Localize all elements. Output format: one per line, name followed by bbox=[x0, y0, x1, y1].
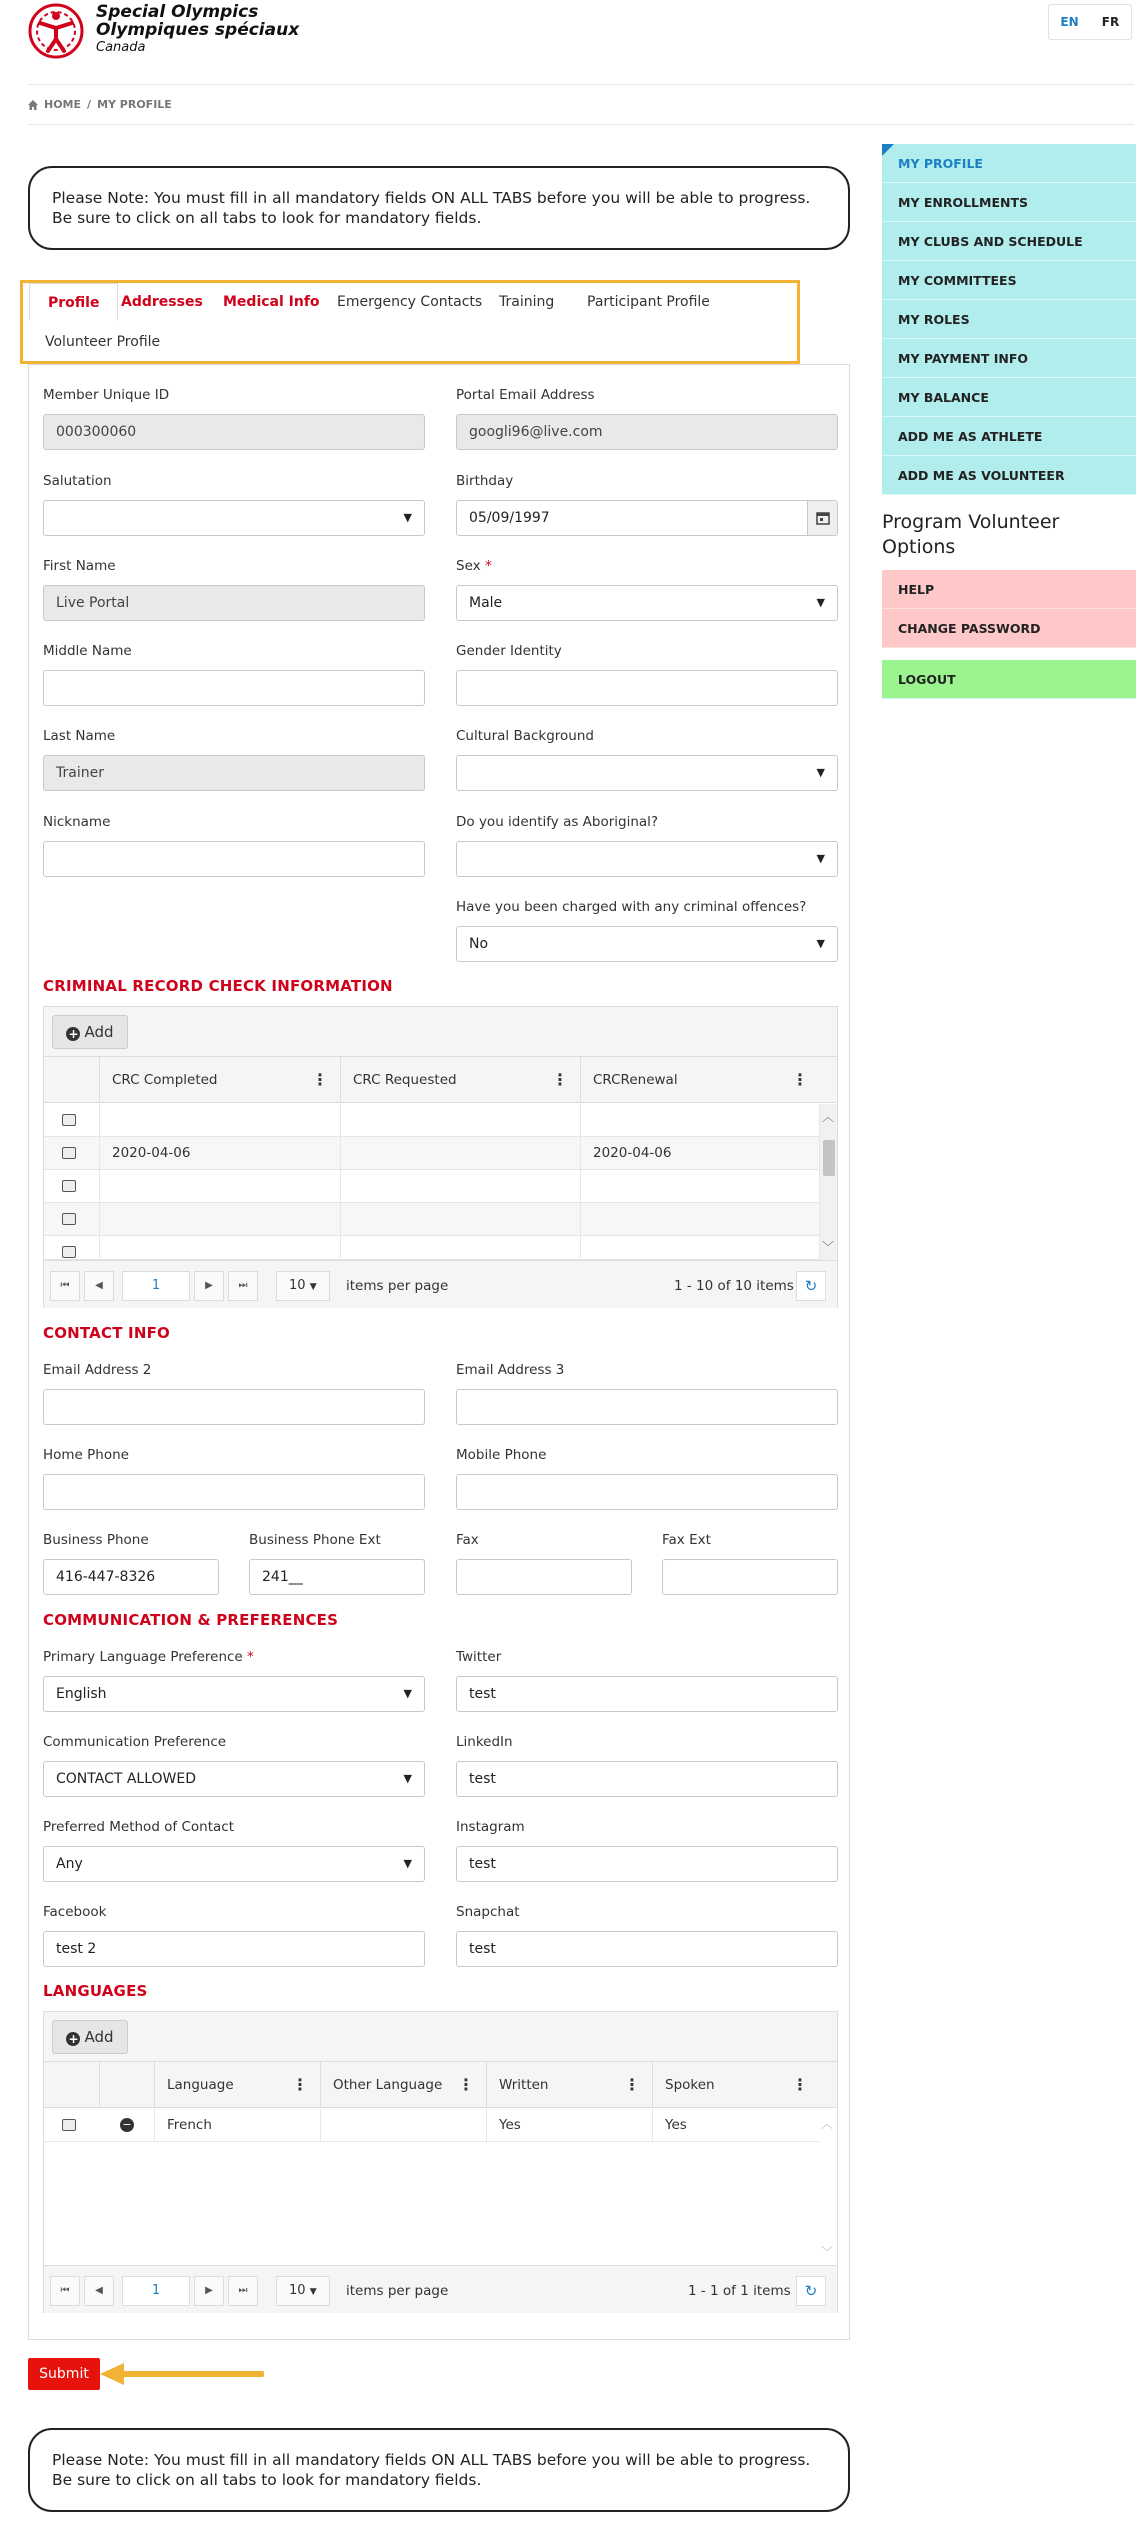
crc-grid bbox=[43, 1006, 838, 1308]
first-page-button[interactable]: ⏮ bbox=[50, 2276, 80, 2306]
header-divider bbox=[28, 84, 1134, 85]
languages-section-title: LANGUAGES bbox=[43, 1982, 148, 2000]
first-page-button[interactable]: ⏮ bbox=[50, 1271, 80, 1301]
home-icon bbox=[28, 100, 38, 110]
tab-participant-profile[interactable]: Participant Profile bbox=[587, 294, 710, 310]
tab-training[interactable]: Training bbox=[499, 294, 555, 310]
column-menu-icon: ⋮ bbox=[458, 2075, 474, 2094]
items-per-page-label: items per page bbox=[346, 1278, 449, 1294]
table-row bbox=[44, 1236, 819, 1260]
table-cell: French bbox=[154, 2109, 320, 2142]
tab-addresses[interactable]: Addresses bbox=[121, 294, 203, 310]
edit-icon[interactable] bbox=[62, 1246, 76, 1258]
email3-field[interactable] bbox=[456, 1389, 838, 1425]
salutation-select[interactable] bbox=[43, 500, 425, 536]
crc-section-title: CRIMINAL RECORD CHECK INFORMATION bbox=[43, 977, 393, 995]
active-marker bbox=[882, 144, 894, 156]
last-page-button[interactable]: ⏭ bbox=[228, 2276, 258, 2306]
brand-line-1: Special Olympics bbox=[96, 2, 259, 22]
portal-email-field: googli96@live.com bbox=[456, 414, 838, 450]
plus-icon: + bbox=[68, 2032, 79, 2046]
items-per-page-label: items per page bbox=[346, 2283, 449, 2299]
next-page-button[interactable]: ▶ bbox=[194, 1271, 224, 1301]
first-name-field: Live Portal bbox=[43, 585, 425, 621]
crc-add-button[interactable]: + Add bbox=[52, 1015, 128, 1049]
column-menu-icon: ⋮ bbox=[292, 2075, 308, 2094]
email2-field[interactable] bbox=[43, 1389, 425, 1425]
cultural-background-label: Cultural Background bbox=[456, 728, 594, 744]
sidebar-item-my-profile[interactable]: MY PROFILE bbox=[882, 144, 1136, 183]
table-cell bbox=[99, 1236, 340, 1260]
breadcrumb-separator: / bbox=[87, 98, 92, 111]
chevron-down-icon: ﹀ bbox=[822, 1240, 835, 1254]
crc-grid-scrollbar[interactable] bbox=[819, 1104, 837, 1260]
sidebar-item-my-clubs[interactable]: MY CLUBS AND SCHEDULE bbox=[882, 222, 1136, 261]
logout-button[interactable]: LOGOUT bbox=[882, 660, 1136, 699]
comm-pref-label: Communication Preference bbox=[43, 1734, 227, 1750]
table-row bbox=[44, 1170, 819, 1203]
column-menu-icon: ⋮ bbox=[792, 1070, 808, 1089]
first-name-label: First Name bbox=[43, 558, 116, 574]
linkedin-label: LinkedIn bbox=[456, 1734, 513, 1750]
crc-col-requested[interactable]: CRC Requested ⋮ bbox=[340, 1057, 580, 1103]
mobile-phone-label: Mobile Phone bbox=[456, 1447, 547, 1463]
sidebar-item-my-committees[interactable]: MY COMMITTEES bbox=[882, 261, 1136, 300]
languages-col-language[interactable]: Language ⋮ bbox=[154, 2062, 320, 2108]
breadcrumb-divider bbox=[28, 124, 1134, 125]
required-mark: * bbox=[247, 1649, 254, 1665]
language-switch bbox=[1048, 4, 1132, 40]
fax-ext-field[interactable] bbox=[662, 1559, 838, 1595]
sidebar-item-help[interactable]: HELP bbox=[882, 570, 1136, 609]
calendar-icon[interactable] bbox=[807, 501, 837, 535]
breadcrumb-current: MY PROFILE bbox=[97, 98, 172, 111]
business-phone-field[interactable]: 416-447-8326 bbox=[43, 1559, 219, 1595]
edit-icon[interactable] bbox=[62, 1147, 76, 1159]
column-menu-icon: ⋮ bbox=[552, 1070, 568, 1089]
column-menu-icon: ⋮ bbox=[792, 2075, 808, 2094]
nickname-label: Nickname bbox=[43, 814, 111, 830]
brand-line-3: Canada bbox=[96, 40, 146, 55]
column-menu-icon: ⋮ bbox=[312, 1070, 328, 1089]
refresh-icon[interactable]: ↻ bbox=[796, 1271, 826, 1301]
table-cell bbox=[99, 1203, 340, 1236]
crc-col-completed[interactable]: CRC Completed ⋮ bbox=[99, 1057, 340, 1103]
table-cell bbox=[340, 1203, 580, 1236]
table-cell: Yes bbox=[486, 2109, 652, 2142]
table-cell bbox=[340, 1137, 580, 1170]
email2-label: Email Address 2 bbox=[43, 1362, 152, 1378]
mobile-phone-field[interactable] bbox=[456, 1474, 838, 1510]
table-cell bbox=[320, 2109, 486, 2142]
cultural-background-select[interactable] bbox=[456, 755, 838, 791]
table-row bbox=[44, 1137, 819, 1170]
fax-ext-label: Fax Ext bbox=[662, 1532, 711, 1548]
table-cell bbox=[340, 1170, 580, 1203]
business-phone-ext-label: Business Phone Ext bbox=[249, 1532, 381, 1548]
crc-col-renewal[interactable]: CRCRenewal ⋮ bbox=[580, 1057, 820, 1103]
chevron-up-icon: ︿ bbox=[821, 2117, 834, 2131]
arrow-left-icon bbox=[98, 2362, 264, 2386]
middle-name-label: Middle Name bbox=[43, 643, 132, 659]
scrollbar-thumb bbox=[823, 1140, 835, 1176]
tabs-bar bbox=[20, 280, 800, 364]
languages-grid-toolbar bbox=[44, 2012, 837, 2062]
table-row bbox=[44, 1104, 819, 1137]
edit-icon[interactable] bbox=[62, 1114, 76, 1126]
crc-grid-pager bbox=[44, 1260, 837, 1308]
twitter-field[interactable]: test bbox=[456, 1676, 838, 1712]
table-cell: 2020-04-06 bbox=[99, 1137, 340, 1170]
edit-icon[interactable] bbox=[62, 1213, 76, 1225]
contact-section-title: CONTACT INFO bbox=[43, 1324, 170, 1342]
chevron-down-icon: ▼ bbox=[403, 511, 412, 524]
language-fr-link[interactable]: FR bbox=[1101, 15, 1120, 29]
portal-email-label: Portal Email Address bbox=[456, 387, 595, 403]
submit-button[interactable]: Submit bbox=[28, 2358, 100, 2390]
sidebar-item-my-enrollments[interactable]: MY ENROLLMENTS bbox=[882, 183, 1136, 222]
sidebar-item-my-payment-info[interactable]: MY PAYMENT INFO bbox=[882, 339, 1136, 378]
business-phone-label: Business Phone bbox=[43, 1532, 149, 1548]
sidebar-item-change-password[interactable]: CHANGE PASSWORD bbox=[882, 609, 1136, 648]
instagram-label: Instagram bbox=[456, 1819, 525, 1835]
home-phone-label: Home Phone bbox=[43, 1447, 129, 1463]
breadcrumb-home[interactable]: HOME bbox=[44, 98, 82, 111]
sex-select[interactable]: Male ▼ bbox=[456, 585, 838, 621]
page-size-select[interactable]: 10 ▼ bbox=[276, 2276, 330, 2306]
tab-volunteer-profile[interactable]: Volunteer Profile bbox=[45, 334, 161, 350]
table-cell bbox=[99, 1170, 340, 1203]
languages-grid-pager bbox=[44, 2265, 837, 2313]
page-size-select[interactable]: 10 ▼ bbox=[276, 1271, 330, 1301]
tab-emergency-contacts[interactable]: Emergency Contacts bbox=[337, 294, 483, 310]
mandatory-fields-note-top bbox=[28, 166, 850, 250]
languages-pager-summary: 1 - 1 of 1 items bbox=[688, 2283, 791, 2299]
table-row bbox=[44, 2109, 819, 2142]
crc-pager-summary: 1 - 10 of 10 items bbox=[674, 1278, 794, 1294]
preferred-contact-select[interactable]: Any ▼ bbox=[43, 1846, 425, 1882]
breadcrumb bbox=[28, 98, 172, 111]
middle-name-field[interactable] bbox=[43, 670, 425, 706]
linkedin-field[interactable]: test bbox=[456, 1761, 838, 1797]
aboriginal-label: Do you identify as Aboriginal? bbox=[456, 814, 659, 830]
page-number-input[interactable]: 1 bbox=[122, 1271, 190, 1301]
table-cell bbox=[340, 1236, 580, 1260]
instagram-field[interactable]: test bbox=[456, 1846, 838, 1882]
page-number-input[interactable]: 1 bbox=[122, 2276, 190, 2306]
required-mark: * bbox=[484, 558, 492, 574]
sidebar-logout bbox=[882, 660, 1136, 699]
table-cell bbox=[99, 1104, 340, 1137]
refresh-icon[interactable]: ↻ bbox=[796, 2276, 826, 2306]
twitter-label: Twitter bbox=[456, 1649, 502, 1665]
chevron-down-icon: ▼ bbox=[403, 1772, 412, 1785]
preferred-contact-label: Preferred Method of Contact bbox=[43, 1819, 235, 1835]
comm-pref-select[interactable]: CONTACT ALLOWED ▼ bbox=[43, 1761, 425, 1797]
sidebar-item-my-roles[interactable]: MY ROLES bbox=[882, 300, 1136, 339]
gender-identity-field[interactable] bbox=[456, 670, 838, 706]
snapchat-label: Snapchat bbox=[456, 1904, 520, 1920]
fax-label: Fax bbox=[456, 1532, 479, 1548]
home-phone-field[interactable] bbox=[43, 1474, 425, 1510]
chevron-up-icon: ︿ bbox=[822, 1110, 835, 1124]
edit-icon[interactable] bbox=[62, 1180, 76, 1192]
next-page-button[interactable]: ▶ bbox=[194, 2276, 224, 2306]
table-cell: Yes bbox=[652, 2109, 802, 2142]
column-menu-icon: ⋮ bbox=[624, 2075, 640, 2094]
note-line-2: Be sure to click on all tabs to look for mandatory fields. bbox=[52, 2471, 482, 2489]
languages-col-action bbox=[99, 2062, 154, 2108]
member-id-field: 000300060 bbox=[43, 414, 425, 450]
languages-add-button[interactable]: + Add bbox=[52, 2020, 128, 2054]
languages-grid bbox=[43, 2011, 838, 2313]
criminal-offences-label: Have you been charged with any criminal offences? bbox=[456, 899, 807, 915]
prev-page-button[interactable]: ◀ bbox=[84, 1271, 114, 1301]
prev-page-button[interactable]: ◀ bbox=[84, 2276, 114, 2306]
aboriginal-select[interactable] bbox=[456, 841, 838, 877]
special-olympics-logo-icon bbox=[26, 3, 86, 59]
nickname-field[interactable] bbox=[43, 841, 425, 877]
email3-label: Email Address 3 bbox=[456, 1362, 565, 1378]
last-name-label: Last Name bbox=[43, 728, 116, 744]
table-cell bbox=[340, 1104, 580, 1137]
chevron-down-icon: ▼ bbox=[816, 766, 825, 779]
sex-label: Sex * bbox=[456, 558, 492, 574]
plus-icon: + bbox=[68, 1027, 79, 1041]
mandatory-fields-note-bottom bbox=[28, 2428, 850, 2512]
languages-col-written[interactable]: Written ⋮ bbox=[486, 2062, 652, 2108]
facebook-field[interactable]: test 2 bbox=[43, 1931, 425, 1967]
edit-icon[interactable] bbox=[62, 2119, 76, 2131]
fax-field[interactable] bbox=[456, 1559, 632, 1595]
crc-grid-toolbar bbox=[44, 1007, 837, 1057]
chevron-down-icon: ▼ bbox=[816, 937, 825, 950]
sidebar-item-add-volunteer[interactable]: ADD ME AS VOLUNTEER bbox=[882, 456, 1136, 495]
table-cell bbox=[580, 1203, 820, 1236]
brand-line-2: Olympiques spéciaux bbox=[96, 20, 300, 40]
remove-icon[interactable]: − bbox=[120, 2118, 134, 2132]
table-cell bbox=[580, 1104, 820, 1137]
table-row bbox=[44, 1203, 819, 1236]
facebook-label: Facebook bbox=[43, 1904, 107, 1920]
languages-col-other[interactable]: Other Language ⋮ bbox=[320, 2062, 486, 2108]
member-id-label: Member Unique ID bbox=[43, 387, 170, 403]
primary-language-select[interactable]: English ▼ bbox=[43, 1676, 425, 1712]
chevron-down-icon: ▼ bbox=[816, 852, 825, 865]
chevron-down-icon: ▼ bbox=[403, 1687, 412, 1700]
note-line-2: Be sure to click on all tabs to look for mandatory fields. bbox=[52, 209, 482, 227]
chevron-down-icon: ▼ bbox=[816, 596, 825, 609]
primary-language-label: Primary Language Preference * bbox=[43, 1649, 254, 1665]
chevron-down-icon: ▼ bbox=[403, 1857, 412, 1870]
languages-grid-scrollbar[interactable] bbox=[819, 2109, 837, 2265]
last-name-field: Trainer bbox=[43, 755, 425, 791]
table-cell: 2020-04-06 bbox=[580, 1137, 820, 1170]
sidebar-options bbox=[882, 570, 1136, 648]
languages-grid-header bbox=[44, 2062, 837, 2108]
languages-col-spoken[interactable]: Spoken ⋮ bbox=[652, 2062, 820, 2108]
business-phone-ext-field[interactable]: 241__ bbox=[249, 1559, 425, 1595]
tab-medical-info[interactable]: Medical Info bbox=[223, 294, 320, 310]
communication-section-title: COMMUNICATION & PREFERENCES bbox=[43, 1611, 339, 1629]
sidebar-nav bbox=[882, 144, 1136, 495]
language-en-link[interactable]: EN bbox=[1060, 15, 1079, 29]
table-cell bbox=[580, 1170, 820, 1203]
birthday-label: Birthday bbox=[456, 473, 514, 489]
crc-grid-header bbox=[44, 1057, 837, 1103]
note-line-1: Please Note: You must fill in all mandatory fields ON ALL TABS before you will be able to progress. bbox=[52, 2451, 811, 2469]
last-page-button[interactable]: ⏭ bbox=[228, 1271, 258, 1301]
birthday-datepicker[interactable]: 05/09/1997 bbox=[456, 500, 838, 536]
note-line-1: Please Note: You must fill in all mandatory fields ON ALL TABS before you will be able to progress. bbox=[52, 189, 811, 207]
snapchat-field[interactable]: test bbox=[456, 1931, 838, 1967]
sidebar-options-title: Program Volunteer Options bbox=[882, 511, 1060, 558]
table-cell bbox=[580, 1236, 819, 1260]
salutation-label: Salutation bbox=[43, 473, 112, 489]
sidebar-item-my-balance[interactable]: MY BALANCE bbox=[882, 378, 1136, 417]
criminal-offences-select[interactable]: No ▼ bbox=[456, 926, 838, 962]
sidebar-item-add-athlete[interactable]: ADD ME AS ATHLETE bbox=[882, 417, 1136, 456]
gender-identity-label: Gender Identity bbox=[456, 643, 562, 659]
tab-profile[interactable]: Profile bbox=[29, 283, 118, 321]
chevron-down-icon: ﹀ bbox=[821, 2245, 834, 2259]
